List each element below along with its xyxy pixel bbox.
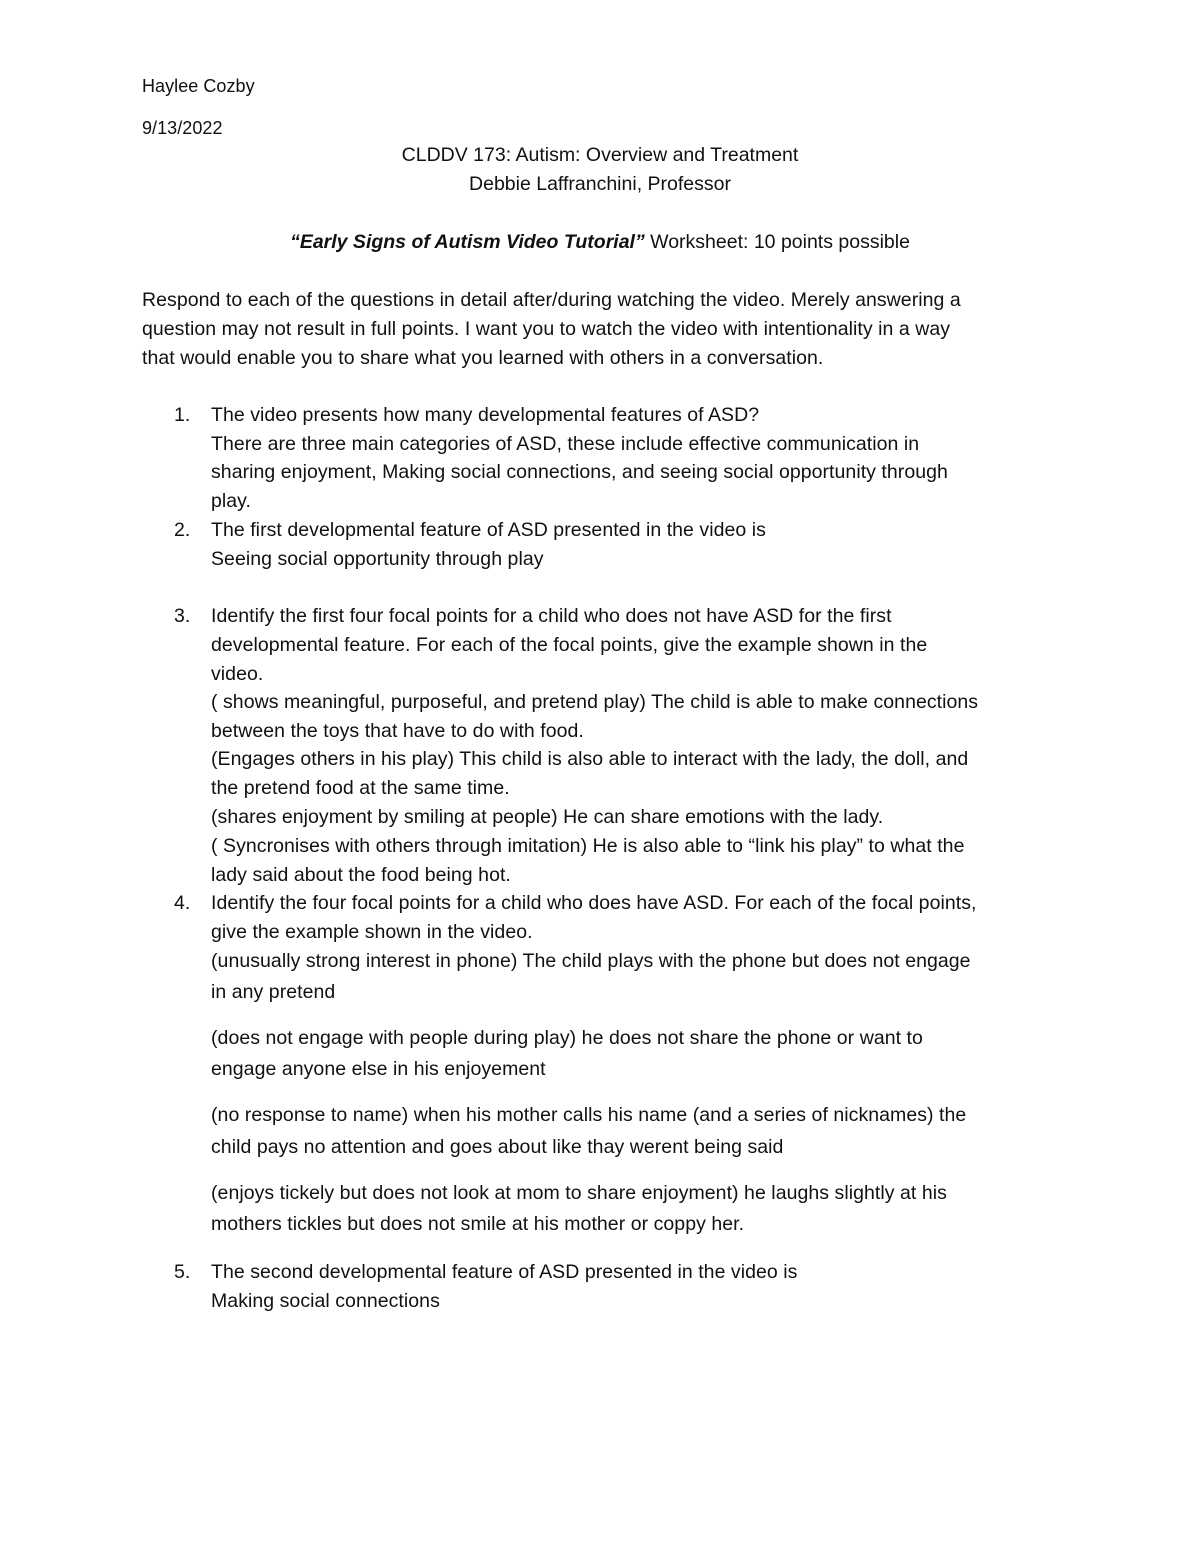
date: 9/13/2022 xyxy=(142,118,223,138)
question-1-prompt: The video presents how many developmental features of ASD? xyxy=(211,404,760,426)
worksheet-title xyxy=(0,228,1200,256)
question-3-answer-line: lady said about the food being hot. xyxy=(211,864,511,886)
question-2-prompt: The first developmental feature of ASD presented in the video is xyxy=(211,519,766,541)
question-4-prompt: Identify the four focal points for a child who does have ASD. For each of the focal points, xyxy=(211,892,977,914)
worksheet-title-emphasis: “Early Signs of Autism Video Tutorial” xyxy=(290,231,645,253)
question-4-answer-line: (unusually strong interest in phone) The child plays with the phone but does not engage xyxy=(211,950,971,972)
question-3-prompt: developmental feature. For each of the focal points, give the example shown in the xyxy=(211,634,928,656)
question-1-answer-line: play. xyxy=(211,490,251,512)
question-number: 2. xyxy=(174,519,191,541)
question-4-answer-line: child pays no attention and goes about like thay werent being said xyxy=(211,1136,784,1158)
question-number: 5. xyxy=(174,1261,191,1283)
question-3-answer-line: between the toys that have to do with food. xyxy=(211,720,584,742)
question-number: 3. xyxy=(174,605,191,627)
question-4-prompt: give the example shown in the video. xyxy=(211,921,533,943)
question-1-answer-line: There are three main categories of ASD, these include effective communication in xyxy=(211,433,920,455)
question-2-answer-line: Seeing social opportunity through play xyxy=(211,548,544,570)
question-3-answer-line: (shares enjoyment by smiling at people) He can share emotions with the lady. xyxy=(211,806,884,828)
question-4-answer-line: in any pretend xyxy=(211,981,336,1003)
question-4-answer-line: (enjoys tickely but does not look at mom to share enjoyment) he laughs slightly at his xyxy=(211,1182,947,1204)
question-5-answer-line: Making social connections xyxy=(211,1290,440,1312)
question-3-prompt: Identify the first four focal points for a child who does not have ASD for the first xyxy=(211,605,892,627)
worksheet-title-rest: Worksheet: 10 points possible xyxy=(644,231,910,253)
question-3-answer-line: ( shows meaningful, purposeful, and pretend play) The child is able to make connections xyxy=(211,691,979,713)
question-5-prompt: The second developmental feature of ASD presented in the video is xyxy=(211,1261,798,1283)
question-number: 1. xyxy=(174,404,191,426)
question-3-answer-line: (Engages others in his play) This child is also able to interact with the lady, the doll, and xyxy=(211,748,969,770)
question-3-answer-line: the pretend food at the same time. xyxy=(211,777,510,799)
question-1-answer-line: sharing enjoyment, Making social connections, and seeing social opportunity through xyxy=(211,461,948,483)
question-4-answer-line: mothers tickles but does not smile at his mother or coppy her. xyxy=(211,1213,745,1235)
instructions-line: Respond to each of the questions in detail after/during watching the video. Merely answering a xyxy=(142,289,961,311)
question-number: 4. xyxy=(174,892,191,914)
instructions-line: question may not result in full points. I want you to watch the video with intentionality in a way xyxy=(142,318,951,340)
course-title: CLDDV 173: Autism: Overview and Treatment xyxy=(401,144,799,166)
question-3-answer-line: ( Syncronises with others through imitation) He is also able to “link his play” to what the xyxy=(211,835,965,857)
question-3-prompt: video. xyxy=(211,663,264,685)
question-4-answer-line: (does not engage with people during play) he does not share the phone or want to xyxy=(211,1027,923,1049)
instructions-line: that would enable you to share what you learned with others in a conversation. xyxy=(142,347,824,369)
professor-name: Debbie Laffranchini, Professor xyxy=(469,173,731,195)
question-4-answer-line: (no response to name) when his mother calls his name (and a series of nicknames) the xyxy=(211,1104,967,1126)
question-4-answer-line: engage anyone else in his enjoyement xyxy=(211,1058,546,1080)
student-name: Haylee Cozby xyxy=(142,76,255,96)
